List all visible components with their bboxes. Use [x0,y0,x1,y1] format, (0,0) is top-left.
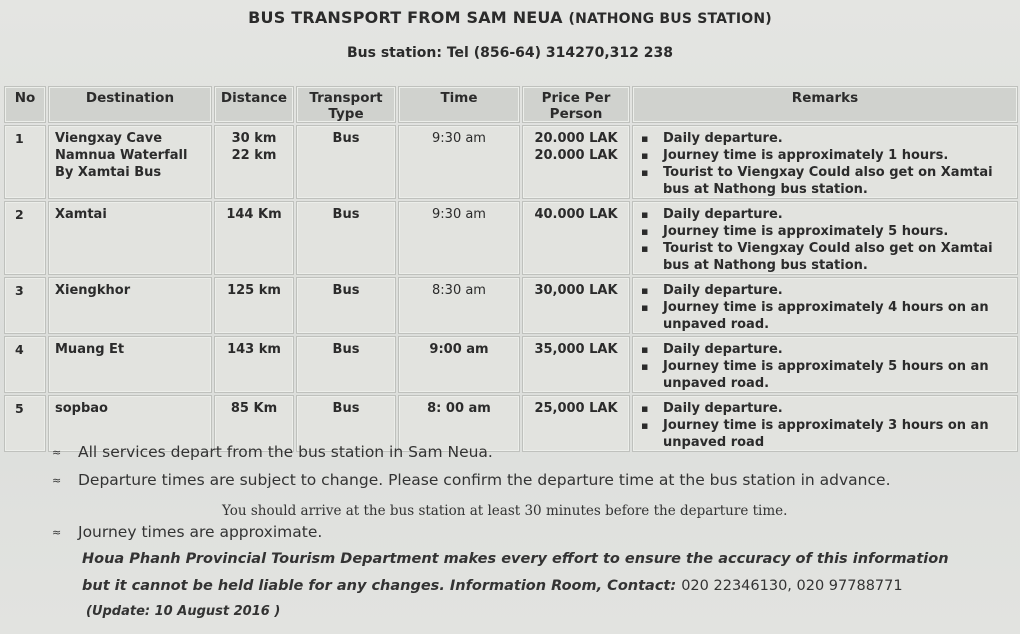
remark-item: ▪ Daily departure. [635,206,1017,223]
distance-cell [214,277,294,334]
bus-station-phone: Bus station: Tel (856-64) 314270,312 238 [347,45,673,61]
remark-item: ▪ Daily departure. [635,282,1017,299]
table-body [4,125,1018,452]
remark-item: ▪ Daily departure. [635,400,1017,417]
remark-item: ▪ Tourist to Viengxay Could also get on Xamtai bus at Nathong bus station. [635,164,1017,198]
remarks-list [635,282,1017,333]
remark-item: ▪ Daily departure. [635,341,1017,358]
remark-item: ▪ Tourist to Viengxay Could also get on Xamtai bus at Nathong bus station. [635,240,1017,274]
price-cell [522,277,630,334]
destination-line: Muang Et [55,342,125,357]
row-number: 2 [4,201,46,275]
destination-line: Namnua Waterfall [55,148,188,163]
remark-item: ▪ Journey time is approximately 1 hours. [635,147,1017,164]
transport-type-cell: Bus [296,277,396,334]
distance-line: 30 km [231,131,277,146]
price-cell [522,395,630,452]
price-line: 20.000 LAK [534,148,618,163]
remarks-cell [632,336,1018,393]
note-text: Journey times are approximate. [78,523,323,541]
remarks-cell [632,125,1018,199]
destination-line: By Xamtai Bus [55,165,162,180]
price-line: 25,000 LAK [534,401,618,416]
table-row [4,277,1018,334]
price-line: 30,000 LAK [534,283,618,298]
price-cell [522,125,630,199]
schedule-table [2,84,1020,454]
remarks-cell [632,201,1018,275]
destination-line: sopbao [55,401,108,416]
table-header-row [4,86,1018,123]
remarks-list [635,130,1017,198]
remarks-cell [632,277,1018,334]
time-cell: 8:30 am [398,277,520,334]
approx-bullet-icon: ≈ [52,474,62,487]
distance-cell [214,201,294,275]
disclaimer-text: but it cannot be held liable for any changes. Information Room, Contact: [82,578,677,594]
price-line: 20.000 LAK [534,131,618,146]
contact-numbers: 020 22346130, 020 97788771 [681,578,903,594]
transport-type-cell: Bus [296,395,396,452]
remark-item: ▪ Journey time is approximately 3 hours on an unpaved road [635,417,1017,451]
approx-bullet-icon: ≈ [52,446,62,459]
note-departure-times [52,471,891,489]
page-title [0,8,1020,27]
price-cell [522,201,630,275]
distance-cell [214,125,294,199]
time-cell: 9:30 am [398,125,520,199]
distance-line: 143 km [227,342,281,357]
approx-bullet-icon: ≈ [52,526,62,539]
note-arrive-early: You should arrive at the bus station at least 30 minutes before the departure time. [222,503,788,519]
time-cell: 9:30 am [398,201,520,275]
col-transport-type-header: Transport Type [296,86,396,123]
distance-line: 22 km [231,148,277,163]
remark-item: ▪ Journey time is approximately 5 hours on an unpaved road. [635,358,1017,392]
distance-cell [214,336,294,393]
note-text: Departure times are subject to change. Please confirm the departure time at the bus station in advance. [78,471,891,489]
transport-type-cell: Bus [296,125,396,199]
remarks-list [635,400,1017,451]
col-time-header: Time [398,86,520,123]
destination-line: Xiengkhor [55,283,131,298]
disclaimer-line-2 [82,578,903,594]
transport-type-cell: Bus [296,336,396,393]
table-row [4,201,1018,275]
note-text: All services depart from the bus station in Sam Neua. [78,443,493,461]
row-number: 5 [4,395,46,452]
table-row [4,336,1018,393]
time-cell: 8: 00 am [398,395,520,452]
remark-item: ▪ Journey time is approximately 5 hours. [635,223,1017,240]
destination-line: Viengxay Cave [55,131,163,146]
transport-type-cell: Bus [296,201,396,275]
price-cell [522,336,630,393]
remarks-list [635,341,1017,392]
destination-cell [48,125,212,199]
row-number: 3 [4,277,46,334]
distance-line: 125 km [227,283,281,298]
remark-item: ▪ Journey time is approximately 4 hours on an unpaved road. [635,299,1017,333]
col-no-header: No [4,86,46,123]
price-line: 35,000 LAK [534,342,618,357]
note-services [52,443,493,461]
title-main: BUS TRANSPORT FROM SAM NEUA [248,8,563,27]
distance-line: 85 Km [230,401,278,416]
remark-item: ▪ Daily departure. [635,130,1017,147]
destination-cell [48,201,212,275]
destination-cell [48,277,212,334]
distance-line: 144 Km [226,207,282,222]
destination-line: Xamtai [55,207,107,222]
col-distance-header: Distance [214,86,294,123]
note-journey-times [52,523,322,541]
destination-cell [48,336,212,393]
col-price-header: Price Per Person [522,86,630,123]
row-number: 4 [4,336,46,393]
disclaimer-line-1: Houa Phanh Provincial Tourism Department makes every effort to ensure the accuracy of this information [82,551,949,567]
remarks-list [635,206,1017,274]
col-remarks-header: Remarks [632,86,1018,123]
col-destination-header: Destination [48,86,212,123]
update-date: (Update: 10 August 2016 ) [86,604,281,619]
remarks-cell [632,395,1018,452]
row-number: 1 [4,125,46,199]
price-line: 40.000 LAK [534,207,618,222]
time-cell: 9:00 am [398,336,520,393]
table-row [4,125,1018,199]
title-subtitle: (NATHONG BUS STATION) [568,11,772,27]
